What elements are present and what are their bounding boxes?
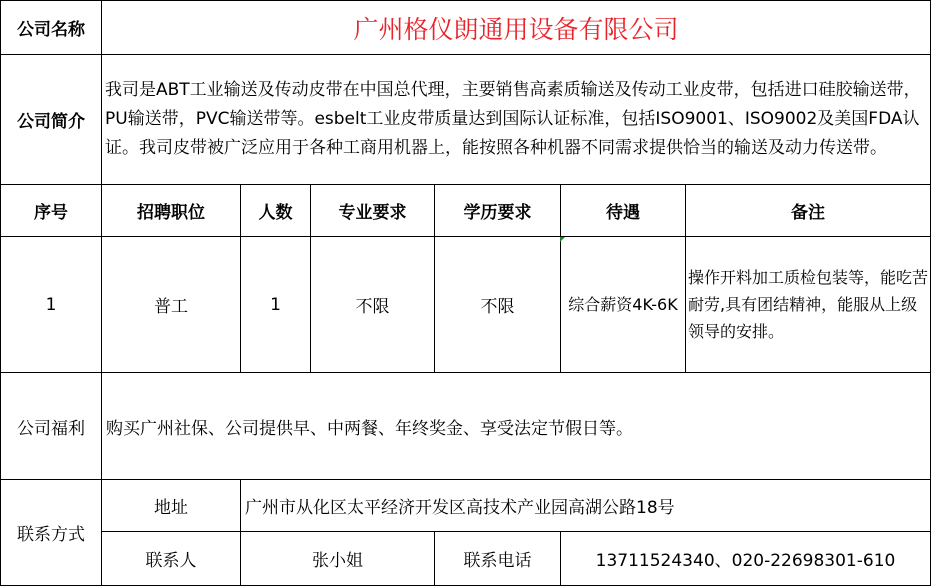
- header-major: 专业要求: [311, 185, 435, 237]
- contact-phone-label: 联系电话: [435, 532, 561, 586]
- row-headcount: 1: [241, 237, 311, 373]
- row-remarks: 操作开料加工质检包装等，能吃苦耐劳,具有团结精神，能服从上级领导的安排。: [686, 237, 931, 373]
- contact-phone-value: 13711524340、020-22698301-610: [561, 532, 931, 586]
- row-education: 不限: [435, 237, 561, 373]
- company-name-label: 公司名称: [0, 0, 102, 55]
- row-major: 不限: [311, 237, 435, 373]
- row-index: 1: [0, 237, 102, 373]
- comment-marker: [560, 237, 565, 242]
- address-label: 地址: [102, 480, 241, 532]
- header-index: 序号: [0, 185, 102, 237]
- header-education: 学历要求: [435, 185, 561, 237]
- company-intro-label: 公司简介: [0, 55, 102, 185]
- contact-label: 联系方式: [0, 480, 102, 586]
- address-value: 广州市从化区太平经济开发区高技术产业园高湖公路18号: [241, 480, 931, 532]
- header-remarks: 备注: [686, 185, 931, 237]
- header-position: 招聘职位: [102, 185, 241, 237]
- contact-person-value: 张小姐: [241, 532, 435, 586]
- contact-person-label: 联系人: [102, 532, 241, 586]
- company-name-value: 广州格仪朗通用设备有限公司: [102, 0, 931, 55]
- header-headcount: 人数: [241, 185, 311, 237]
- benefits-text: 购买广州社保、公司提供早、中两餐、年终奖金、享受法定节假日等。: [102, 373, 931, 480]
- company-intro-text: 我司是ABT工业输送及传动皮带在中国总代理，主要销售高素质输送及传动工业皮带，包括进口硅胶输送带，PU输送带，PVC输送带等。esbelt工业皮带质量达到国际认证标准，包括ISO9001、ISO9002及美国FDA认证。我司皮带被广泛应用于各种工商用机器上，能按照各种机器不同需求提供恰当的输送及动力传送带。: [102, 55, 931, 185]
- header-salary: 待遇: [561, 185, 686, 237]
- row-salary: 综合薪资4K-6K: [561, 237, 686, 373]
- row-position: 普工: [102, 237, 241, 373]
- benefits-label: 公司福利: [0, 373, 102, 480]
